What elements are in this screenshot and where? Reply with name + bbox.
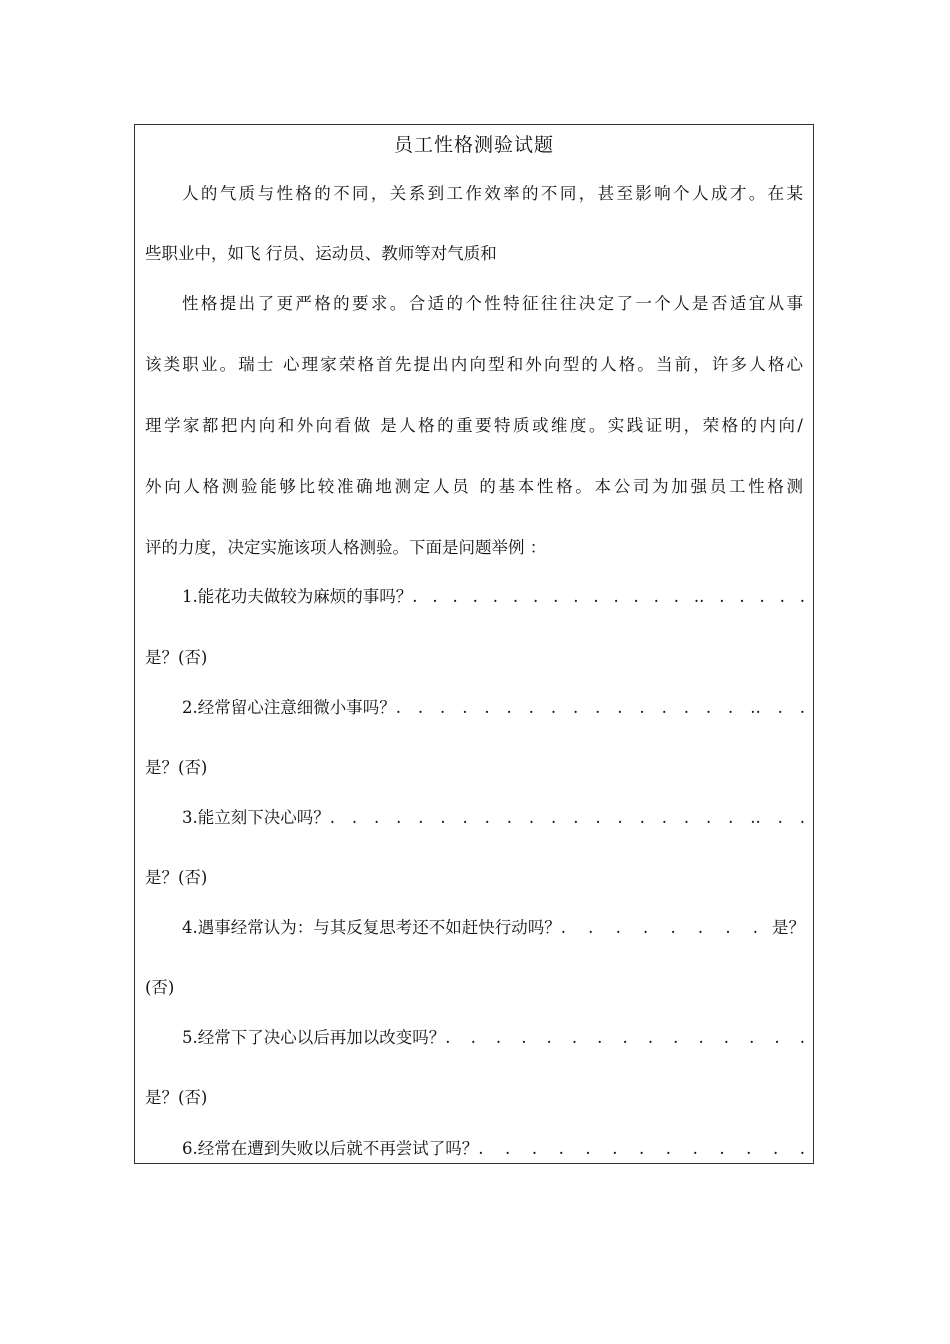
question-6-text: 6.经常在遭到失败以后就不再尝试了吗？ [182,1139,479,1158]
question-1 [182,586,805,608]
intro-line-2: 些职业中，如飞 行员、运动员、教师等对气质和 [145,244,497,263]
question-5-leader-dots: . . . . . . . . . . . . . . . [445,1028,805,1047]
question-1-leader-dots: . . . . . . . . . . . . . . .. . . . . . [412,587,805,606]
intro-line-5: 理学家都把内向和外向看做 是人格的重要特质或维度。实践证明，荣格的内向/ [145,416,803,435]
question-3-text: 3.能立刻下决心吗？ [182,808,330,827]
document-frame [134,124,814,1164]
intro-line-7: 评的力度，决定实施该项人格测验。下面是问题举例 ： [145,538,547,557]
question-3 [182,807,805,829]
question-1-text: 1.能花功夫做较为麻烦的事吗？ [182,587,413,606]
question-4-tail: 是？ [772,918,805,937]
question-4-leader-dots: . . . . . . . . [560,918,758,937]
question-6 [182,1138,805,1160]
intro-line-3: 性格提出了更严格的要求。合适的个性特征往往决定了一个人是否适宜从事 [182,294,803,313]
question-2-text: 2.经常留心注意细微小事吗？ [182,698,396,717]
question-1-answer: 是？(否) [145,648,208,667]
question-2-answer: 是？(否) [145,758,208,777]
intro-line-4: 该类职业。瑞士 心理家荣格首先提出内向型和外向型的人格。当前，许多人格心 [145,355,803,374]
question-5-answer: 是？(否) [145,1088,208,1107]
question-5 [182,1027,805,1049]
question-2-leader-dots: . . . . . . . . . . . . . . . . .. . . [395,698,805,717]
question-3-leader-dots: . . . . . . . . . . . . . . . . . . . .. . . [329,808,805,827]
question-6-leader-dots: . . . . . . . . . . . . . [478,1139,805,1158]
document-title: 员工性格测验试题 [393,134,554,156]
question-3-answer: 是？(否) [145,868,208,887]
question-4-answer: (否) [145,978,175,997]
question-2 [182,697,805,719]
intro-line-6: 外向人格测验能够比较准确地测定人员 的基本性格。本公司为加强员工性格测 [145,477,803,496]
intro-line-1: 人的气质与性格的不同，关系到工作效率的不同，甚至影响个人成才。在某 [182,184,803,203]
question-5-text: 5.经常下了决心以后再加以改变吗？ [182,1028,446,1047]
question-4-text: 4.遇事经常认为：与其反复思考还不如赶快行动吗？ [182,918,561,937]
question-4 [182,917,805,939]
